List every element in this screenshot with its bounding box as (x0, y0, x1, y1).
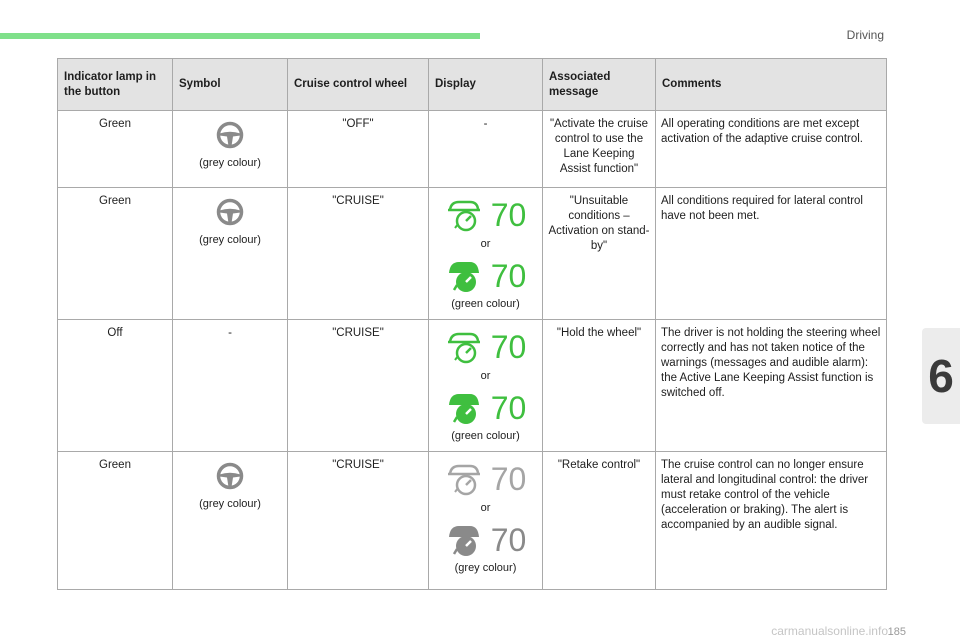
header-display: Display (429, 59, 543, 111)
lane-keeping-outline-icon (445, 462, 485, 496)
header-cruise-control-wheel: Cruise control wheel (288, 59, 429, 111)
cell-wheel: "OFF" (288, 111, 429, 188)
table-row (58, 111, 887, 188)
display-caption: (green colour) (451, 298, 520, 310)
header-comments: Comments (656, 59, 887, 111)
header-indicator-lamp: Indicator lamp in the button (58, 59, 173, 111)
watermark: carmanualsonline.info (771, 624, 888, 638)
cell-display (429, 452, 543, 590)
display-caption: (green colour) (451, 430, 520, 442)
header-associated-message: Associated message (543, 59, 656, 111)
symbol-caption: (grey colour) (199, 234, 261, 246)
header-symbol: Symbol (173, 59, 288, 111)
speed-value: 70 (490, 522, 527, 558)
table-row (58, 452, 887, 590)
cell-comment: The driver is not holding the steering wheel correctly and has not taken notice of the warnings (messages and audible alarm): the Active Lane Keeping Assist function is switched off. (656, 320, 887, 452)
lane-keeping-outline-icon (445, 198, 485, 232)
cell-lamp: Green (58, 111, 173, 188)
table-row (58, 320, 887, 452)
cell-display (429, 320, 543, 452)
speed-value: 70 (490, 461, 527, 497)
chapter-number: 6 (928, 350, 954, 402)
table-row (58, 188, 887, 320)
lane-keeping-filled-icon (445, 391, 485, 425)
top-accent-rule (0, 33, 480, 39)
lane-keeping-outline-icon (445, 330, 485, 364)
table-header-row (58, 59, 887, 111)
display-or: or (480, 238, 491, 250)
symbol-caption: (grey colour) (199, 498, 261, 510)
display-or: or (480, 502, 491, 514)
cell-message: "Retake control" (543, 452, 656, 590)
steering-wheel-icon (216, 121, 244, 149)
cell-comment: All conditions required for lateral control have not been met. (656, 188, 887, 320)
chapter-tab (922, 328, 960, 424)
speed-value: 70 (490, 258, 527, 294)
cell-wheel: "CRUISE" (288, 188, 429, 320)
cell-message: "Unsuitable conditions – Activation on stand-by" (543, 188, 656, 320)
lane-keeping-filled-icon (445, 259, 485, 293)
speed-value: 70 (490, 329, 527, 365)
cell-display (429, 188, 543, 320)
section-title: Driving (846, 28, 884, 42)
cell-symbol: - (173, 320, 288, 452)
cell-wheel: "CRUISE" (288, 320, 429, 452)
page-number: 185 (887, 626, 906, 638)
lane-keeping-filled-icon (445, 523, 485, 557)
cell-display: - (429, 111, 543, 188)
symbol-caption: (grey colour) (199, 157, 261, 169)
cell-lamp: Green (58, 188, 173, 320)
speed-value: 70 (490, 390, 527, 426)
cell-message: "Activate the cruise control to use the Lane Keeping Assist function" (543, 111, 656, 188)
steering-wheel-icon (216, 198, 244, 226)
cell-lamp: Off (58, 320, 173, 452)
steering-wheel-icon (216, 462, 244, 490)
cell-lamp: Green (58, 452, 173, 590)
cell-wheel: "CRUISE" (288, 452, 429, 590)
speed-value: 70 (490, 197, 527, 233)
cell-symbol (173, 111, 288, 188)
cell-comment: All operating conditions are met except activation of the adaptive cruise control. (656, 111, 887, 188)
cell-comment: The cruise control can no longer ensure lateral and longitudinal control: the driver must retake control of the vehicle (acceleration or braking). The alert is accompanied by an audible signal. (656, 452, 887, 590)
display-or: or (480, 370, 491, 382)
cell-message: "Hold the wheel" (543, 320, 656, 452)
indicator-table (57, 58, 887, 590)
display-caption: (grey colour) (454, 562, 517, 574)
cell-symbol (173, 188, 288, 320)
cell-symbol (173, 452, 288, 590)
